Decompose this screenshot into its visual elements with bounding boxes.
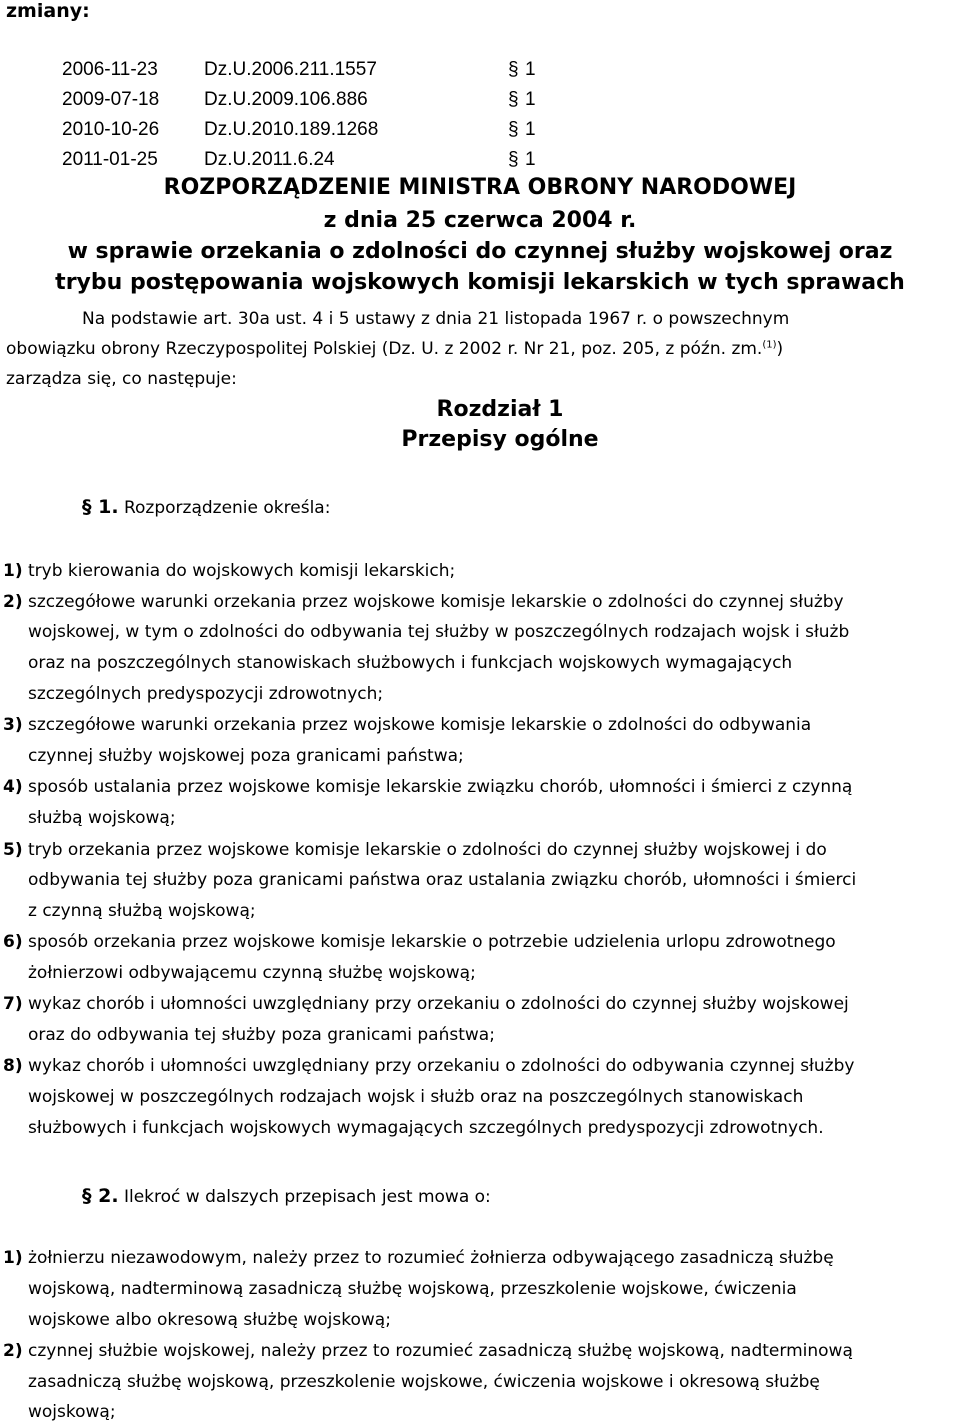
list-item-continued: zasadniczą służbę wojskową, przeszkolenie wojskowe, ćwiczenia wojskowe i okresową służbę xyxy=(28,1372,820,1392)
list-item xyxy=(3,1056,854,1076)
change-paragraph-number: 1 xyxy=(525,119,536,140)
list-item xyxy=(3,840,827,860)
list-item-continued: odbywania tej służby poza granicami państwa oraz ustalania związku chorób, ułomności i śmierci xyxy=(28,870,857,890)
list-item-number: 3) xyxy=(3,715,23,735)
document-title: ROZPORZĄDZENIE MINISTRA OBRONY NARODOWEJ xyxy=(163,175,797,200)
list-item-text: czynnej służbie wojskowej, należy przez to rozumieć zasadniczą służbę wojskową, nadterminową xyxy=(28,1341,853,1361)
change-reference: Dz.U.2006.211.1557 xyxy=(204,59,377,80)
list-item-number: 5) xyxy=(3,840,23,860)
paragraph-sign: § xyxy=(508,119,519,140)
preamble-line: Na podstawie art. 30a ust. 4 i 5 ustawy z dnia 21 listopada 1967 r. o powszechnym xyxy=(82,309,790,329)
section-1-intro xyxy=(82,496,330,518)
list-item-number: 1) xyxy=(3,1248,23,1268)
section-mark: § 2. xyxy=(82,1185,119,1207)
list-item-number: 6) xyxy=(3,932,23,952)
chapter-number: Rozdział 1 xyxy=(436,397,564,422)
change-date: 2009-07-18 xyxy=(62,89,160,110)
change-paragraph-number: 1 xyxy=(525,89,536,110)
list-item-continued: wojskową; xyxy=(28,1402,116,1422)
change-reference: Dz.U.2010.189.1268 xyxy=(204,119,379,140)
document-date: z dnia 25 czerwca 2004 r. xyxy=(323,208,637,233)
list-item-text: wykaz chorób i ułomności uwzględniany przy orzekaniu o zdolności do odbywania czynnej służby xyxy=(28,1056,855,1076)
section-2-intro xyxy=(82,1185,491,1207)
list-item-text: sposób orzekania przez wojskowe komisje lekarskie o potrzebie udzielenia urlopu zdrowotnego xyxy=(28,932,836,952)
change-paragraph-number: 1 xyxy=(525,149,536,170)
section-text: Rozporządzenie określa: xyxy=(123,498,331,518)
list-item-continued: wojskowej, w tym o zdolności do odbywania tej służby w poszczególnych rodzajach wojsk i służb xyxy=(28,622,850,642)
preamble-text-end: ) xyxy=(776,339,784,359)
list-item xyxy=(3,715,811,735)
list-item-continued: oraz na poszczególnych stanowiskach służbowych i funkcjach wojskowych wymagających xyxy=(28,653,793,673)
list-item xyxy=(3,1248,834,1268)
list-item-number: 4) xyxy=(3,777,23,797)
changes-heading: zmiany: xyxy=(6,0,90,22)
document-subject-line2: trybu postępowania wojskowych komisji lekarskich w tych sprawach xyxy=(55,270,905,295)
list-item xyxy=(3,561,455,581)
list-item-text: tryb orzekania przez wojskowe komisje lekarskie o zdolności do czynnej służby wojskowej i do xyxy=(28,840,827,860)
list-item xyxy=(3,1341,853,1361)
change-date: 2010-10-26 xyxy=(62,119,160,140)
footnote-ref: (1) xyxy=(762,339,777,351)
list-item-text: tryb kierowania do wojskowych komisji lekarskich; xyxy=(28,561,456,581)
list-item-continued: wojskową, nadterminową zasadniczą służbę wojskową, przeszkolenie wojskowe, ćwiczenia xyxy=(28,1279,797,1299)
list-item-continued: szczególnych predyspozycji zdrowotnych; xyxy=(28,684,384,704)
list-item xyxy=(3,994,849,1014)
paragraph-sign: § xyxy=(508,149,519,170)
list-item-continued: oraz do odbywania tej służby poza granicami państwa; xyxy=(28,1025,495,1045)
list-item-number: 2) xyxy=(3,1341,23,1361)
chapter-name: Przepisy ogólne xyxy=(401,427,599,452)
change-date: 2006-11-23 xyxy=(62,59,158,80)
list-item-continued: z czynną służbą wojskową; xyxy=(28,901,256,921)
preamble-line xyxy=(6,339,783,359)
list-item-number: 8) xyxy=(3,1056,23,1076)
list-item-continued: żołnierzowi odbywającemu czynną służbę wojskową; xyxy=(28,963,476,983)
list-item-continued: wojskowe albo okresową służbę wojskową; xyxy=(28,1310,391,1330)
change-date: 2011-01-25 xyxy=(62,149,158,170)
change-reference: Dz.U.2011.6.24 xyxy=(204,149,335,170)
list-item-number: 7) xyxy=(3,994,23,1014)
list-item-continued: wojskowej w poszczególnych rodzajach wojsk i służb oraz na poszczególnych stanowiskach xyxy=(28,1087,804,1107)
list-item-text: szczegółowe warunki orzekania przez wojskowe komisje lekarskie o zdolności do czynnej służby xyxy=(28,592,844,612)
list-item-text: wykaz chorób i ułomności uwzględniany przy orzekaniu o zdolności do czynnej służby wojskowej xyxy=(28,994,849,1014)
preamble-text: obowiązku obrony Rzeczypospolitej Polskiej (Dz. U. z 2002 r. Nr 21, poz. 205, z późn. zm. xyxy=(6,339,763,359)
list-item xyxy=(3,777,852,797)
document-subject-line1: w sprawie orzekania o zdolności do czynnej służby wojskowej oraz xyxy=(67,239,893,264)
preamble-line: zarządza się, co następuje: xyxy=(6,369,237,389)
list-item xyxy=(3,592,844,612)
list-item-continued: służbowych i funkcjach wojskowych wymagających szczególnych predyspozycji zdrowotnych. xyxy=(28,1118,824,1138)
section-mark: § 1. xyxy=(82,496,119,518)
list-item-number: 2) xyxy=(3,592,23,612)
change-paragraph-number: 1 xyxy=(525,59,536,80)
list-item-continued: służbą wojskową; xyxy=(28,808,176,828)
paragraph-sign: § xyxy=(508,89,519,110)
list-item xyxy=(3,932,836,952)
list-item-continued: czynnej służby wojskowej poza granicami państwa; xyxy=(28,746,464,766)
list-item-number: 1) xyxy=(3,561,23,581)
list-item-text: sposób ustalania przez wojskowe komisje lekarskie związku chorób, ułomności i śmierci z czynną xyxy=(28,777,853,797)
list-item-text: żołnierzu niezawodowym, należy przez to rozumieć żołnierza odbywającego zasadniczą służbę xyxy=(28,1248,834,1268)
change-reference: Dz.U.2009.106.886 xyxy=(204,89,368,110)
list-item-text: szczegółowe warunki orzekania przez wojskowe komisje lekarskie o zdolności do odbywania xyxy=(28,715,812,735)
paragraph-sign: § xyxy=(508,59,519,80)
section-text: Ilekroć w dalszych przepisach jest mowa o: xyxy=(123,1187,491,1207)
